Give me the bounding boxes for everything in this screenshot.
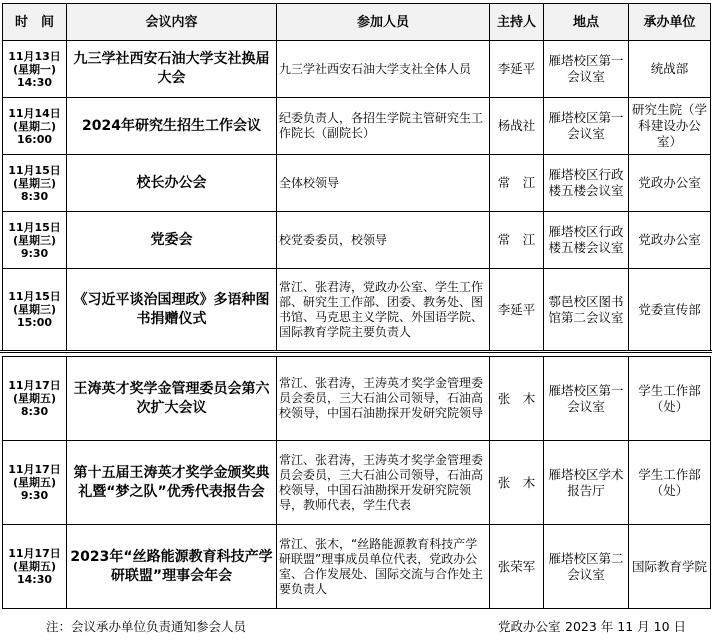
meeting-hour: 14:30	[16, 573, 52, 586]
meeting-location: 雁塔校区行政楼五楼会议室	[544, 155, 629, 212]
table-row	[3, 525, 711, 609]
footer-issuer: 党政办公室	[498, 619, 561, 634]
table-row	[3, 155, 711, 212]
meeting-time	[3, 357, 67, 441]
meeting-location: 雁塔校区行政楼五楼会议室	[544, 212, 629, 269]
meeting-host: 李延平	[490, 269, 544, 351]
meeting-time	[3, 155, 67, 212]
meeting-time	[3, 441, 67, 525]
table-row	[3, 98, 711, 155]
meeting-participants: 校党委委员，校领导	[277, 212, 490, 269]
meeting-hour: 8:30	[20, 405, 49, 418]
meeting-organizer: 学生工作部（处）	[629, 441, 711, 525]
meeting-location: 雁塔校区第一会议室	[544, 357, 629, 441]
meeting-hour: 14:30	[16, 75, 52, 89]
meeting-host: 张 木	[490, 441, 544, 525]
meeting-weekday: (星期五)	[12, 392, 57, 405]
meeting-date: 11月13日	[8, 49, 61, 63]
table-row	[3, 357, 711, 441]
meeting-topic: 校长办公会	[67, 155, 277, 212]
meeting-host: 张 木	[490, 357, 544, 441]
meeting-participants: 常江、张君涛，王涛英才奖学金管理委员会委员，三大石油公司领导，石油高校领导，中国石油勘探开发研究院领导，教师代表，学生代表	[277, 441, 490, 525]
meeting-date: 11月17日	[8, 547, 61, 560]
header-organizer: 承办单位	[629, 4, 711, 41]
meeting-weekday: (星期二)	[12, 119, 57, 133]
meeting-time	[3, 41, 67, 98]
meeting-host: 杨战社	[490, 98, 544, 155]
meeting-host: 常 江	[490, 155, 544, 212]
meeting-organizer: 研究生院（学科建设办公室）	[629, 98, 711, 155]
meeting-date: 11月17日	[8, 463, 61, 476]
meeting-organizer: 学生工作部（处）	[629, 357, 711, 441]
meeting-weekday: (星期一)	[12, 62, 57, 76]
meeting-participants: 常江、张君涛，王涛英才奖学金管理委员会委员，三大石油公司领导，石油高校领导，中国石油勘探开发研究院领导	[277, 357, 490, 441]
meeting-participants: 常江、张君涛，党政办公室、学生工作部、研究生工作部、团委、教务处、图书馆、马克思主义学院、外国语学院、国际教育学院主要负责人	[277, 269, 490, 351]
table-row	[3, 441, 711, 525]
meeting-time	[3, 98, 67, 155]
meeting-weekday: (星期五)	[12, 560, 57, 573]
meeting-participants: 九三学社西安石油大学支社全体人员	[277, 41, 490, 98]
meeting-organizer: 党政办公室	[629, 212, 711, 269]
table-row	[3, 269, 711, 351]
header-topic: 会议内容	[67, 4, 277, 41]
footer-date: 2023 年 11 月 10 日	[565, 619, 686, 634]
header-row	[3, 4, 711, 41]
meeting-time	[3, 269, 67, 351]
meeting-time	[3, 525, 67, 609]
meeting-organizer: 党委宣传部	[629, 269, 711, 351]
meeting-hour: 9:30	[20, 246, 49, 260]
meeting-participants: 全体校领导	[277, 155, 490, 212]
meeting-participants: 常江、张木，“丝路能源教育科技产学研联盟”理事成员单位代表，党政办公室、合作发展处、国际交流与合作处主要负责人	[277, 525, 490, 609]
meeting-location: 雁塔校区第一会议室	[544, 41, 629, 98]
header-location: 地点	[544, 4, 629, 41]
meeting-participants: 纪委负责人，各招生学院主管研究生工作院长（副院长）	[277, 98, 490, 155]
meeting-location: 雁塔校区学术报告厅	[544, 441, 629, 525]
meeting-host: 张荣军	[490, 525, 544, 609]
meeting-weekday: (星期三)	[12, 176, 57, 190]
meeting-organizer: 党政办公室	[629, 155, 711, 212]
meeting-topic: 2023年“丝路能源教育科技产学研联盟”理事会年会	[67, 525, 277, 609]
meeting-hour: 15:00	[16, 316, 52, 329]
header-participants: 参加人员	[277, 4, 490, 41]
meeting-organizer: 统战部	[629, 41, 711, 98]
meeting-topic: 王涛英才奖学金管理委员会第六次扩大会议	[67, 357, 277, 441]
meeting-weekday: (星期三)	[12, 303, 57, 316]
schedule-table-part1	[2, 3, 711, 351]
meeting-hour: 16:00	[16, 132, 52, 146]
meeting-topic: 第十五届王涛英才奖学金颁奖典礼暨“梦之队”优秀代表报告会	[67, 441, 277, 525]
footer-note: 注：会议承办单位负责通知参会人员	[46, 619, 247, 634]
meeting-weekday: (星期五)	[12, 476, 57, 489]
meeting-date: 11月15日	[8, 290, 61, 303]
header-host: 主持人	[490, 4, 544, 41]
meeting-host: 常 江	[490, 212, 544, 269]
meeting-hour: 9:30	[20, 489, 49, 502]
table-row	[3, 212, 711, 269]
meeting-location: 鄠邑校区图书馆第二会议室	[544, 269, 629, 351]
meeting-topic: 党委会	[67, 212, 277, 269]
meeting-date: 11月15日	[8, 163, 61, 177]
table-row	[3, 41, 711, 98]
meeting-topic: 2024年研究生招生工作会议	[67, 98, 277, 155]
meeting-location: 雁塔校区第一会议室	[544, 98, 629, 155]
meeting-topic: 九三学社西安石油大学支社换届大会	[67, 41, 277, 98]
meeting-hour: 8:30	[20, 189, 49, 203]
schedule-table-part2	[2, 356, 711, 609]
meeting-time	[3, 212, 67, 269]
meeting-location: 雁塔校区第二会议室	[544, 525, 629, 609]
meeting-weekday: (星期三)	[12, 233, 57, 247]
meeting-date: 11月15日	[8, 220, 61, 234]
meeting-organizer: 国际教育学院	[629, 525, 711, 609]
meeting-date: 11月14日	[8, 106, 61, 120]
section-divider	[0, 350, 712, 353]
meeting-topic: 《习近平谈治国理政》多语种图书捐赠仪式	[67, 269, 277, 351]
meeting-date: 11月17日	[8, 379, 61, 392]
header-time: 时 间	[3, 4, 67, 41]
meeting-host: 李延平	[490, 41, 544, 98]
